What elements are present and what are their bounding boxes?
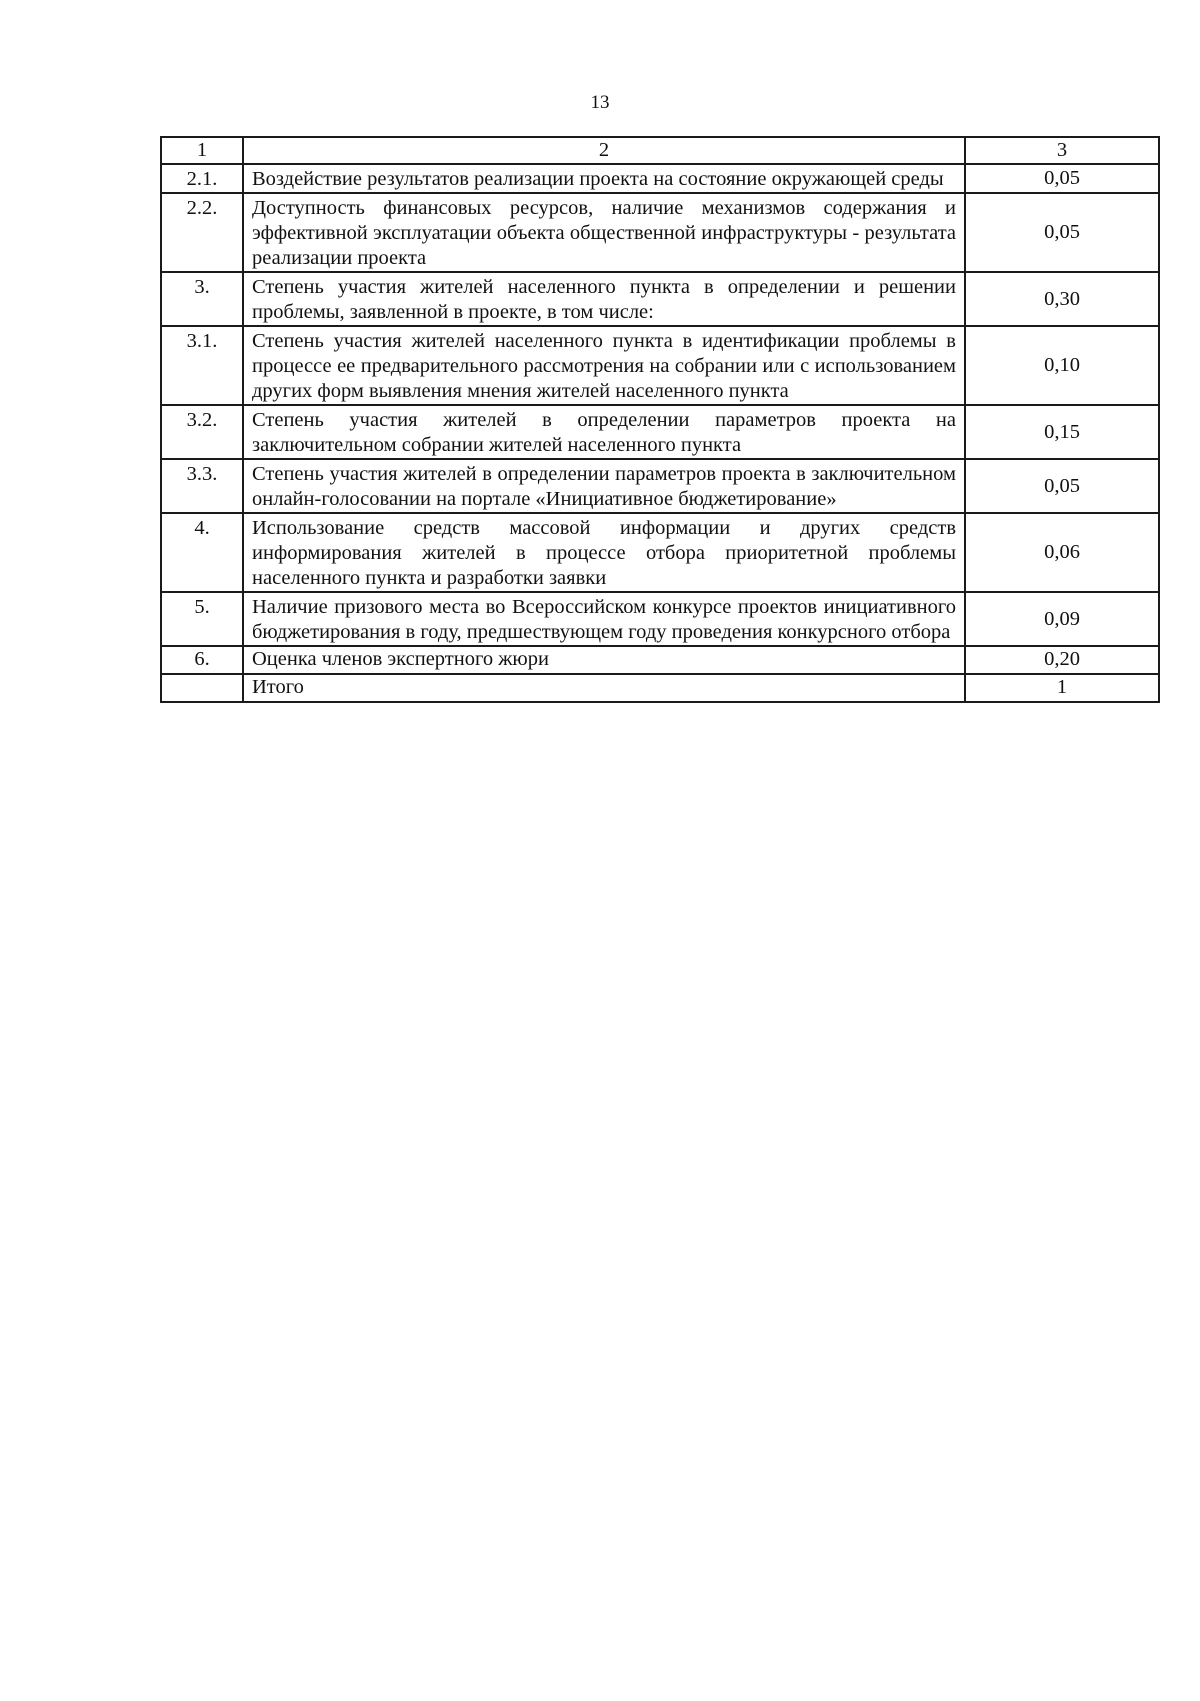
row-number: 2.2. (161, 193, 243, 272)
row-number: 6. (161, 646, 243, 674)
row-criterion: Степень участия жителей населенного пункта в определении и решении проблемы, заявленной в проекте, в том числе: (243, 272, 965, 326)
row-weight: 0,15 (965, 405, 1159, 459)
header-cell-2: 2 (243, 137, 965, 164)
page-number: 13 (590, 92, 610, 113)
row-weight: 0,30 (965, 272, 1159, 326)
row-number: 3. (161, 272, 243, 326)
row-criterion: Использование средств массовой информации и других средств информирования жителей в процессе отбора приоритетной проблемы населенного пункта и разработки заявки (243, 513, 965, 592)
header-cell-1: 1 (161, 137, 243, 164)
table-total-row (161, 674, 1159, 702)
row-number: 4. (161, 513, 243, 592)
table-row (161, 164, 1159, 193)
row-number: 3.1. (161, 326, 243, 405)
row-number: 5. (161, 592, 243, 646)
row-number: 3.2. (161, 405, 243, 459)
row-criterion: Степень участия жителей населенного пункта в идентификации проблемы в процессе ее предварительного рассмотрения на собрании или с использованием других форм выявления мнения жителей населенного пункта (243, 326, 965, 405)
header-cell-3: 3 (965, 137, 1159, 164)
total-weight: 1 (965, 674, 1159, 702)
criteria-table (160, 136, 1160, 703)
row-number: 2.1. (161, 164, 243, 193)
table-row (161, 513, 1159, 592)
row-criterion: Степень участия жителей в определении параметров проекта на заключительном собрании жителей населенного пункта (243, 405, 965, 459)
row-weight: 0,10 (965, 326, 1159, 405)
table-row (161, 646, 1159, 674)
row-criterion: Воздействие результатов реализации проекта на состояние окружающей среды (243, 164, 965, 193)
row-number: 3.3. (161, 459, 243, 513)
table-row (161, 459, 1159, 513)
table-header-row (161, 137, 1159, 164)
row-criterion: Степень участия жителей в определении параметров проекта в заключительном онлайн-голосовании на портале «Инициативное бюджетирование» (243, 459, 965, 513)
total-number (161, 674, 243, 702)
row-criterion: Оценка членов экспертного жюри (243, 646, 965, 674)
row-weight: 0,09 (965, 592, 1159, 646)
table-row (161, 326, 1159, 405)
total-label: Итого (243, 674, 965, 702)
table-row (161, 592, 1159, 646)
row-criterion: Наличие призового места во Всероссийском конкурсе проектов инициативного бюджетирования в году, предшествующем году проведения конкурсного отбора (243, 592, 965, 646)
row-weight: 0,06 (965, 513, 1159, 592)
table-row (161, 405, 1159, 459)
row-criterion: Доступность финансовых ресурсов, наличие механизмов содержания и эффективной эксплуатации объекта общественной инфраструктуры - результата реализации проекта (243, 193, 965, 272)
row-weight: 0,05 (965, 193, 1159, 272)
table-row (161, 272, 1159, 326)
table-row (161, 193, 1159, 272)
row-weight: 0,05 (965, 459, 1159, 513)
row-weight: 0,05 (965, 164, 1159, 193)
row-weight: 0,20 (965, 646, 1159, 674)
